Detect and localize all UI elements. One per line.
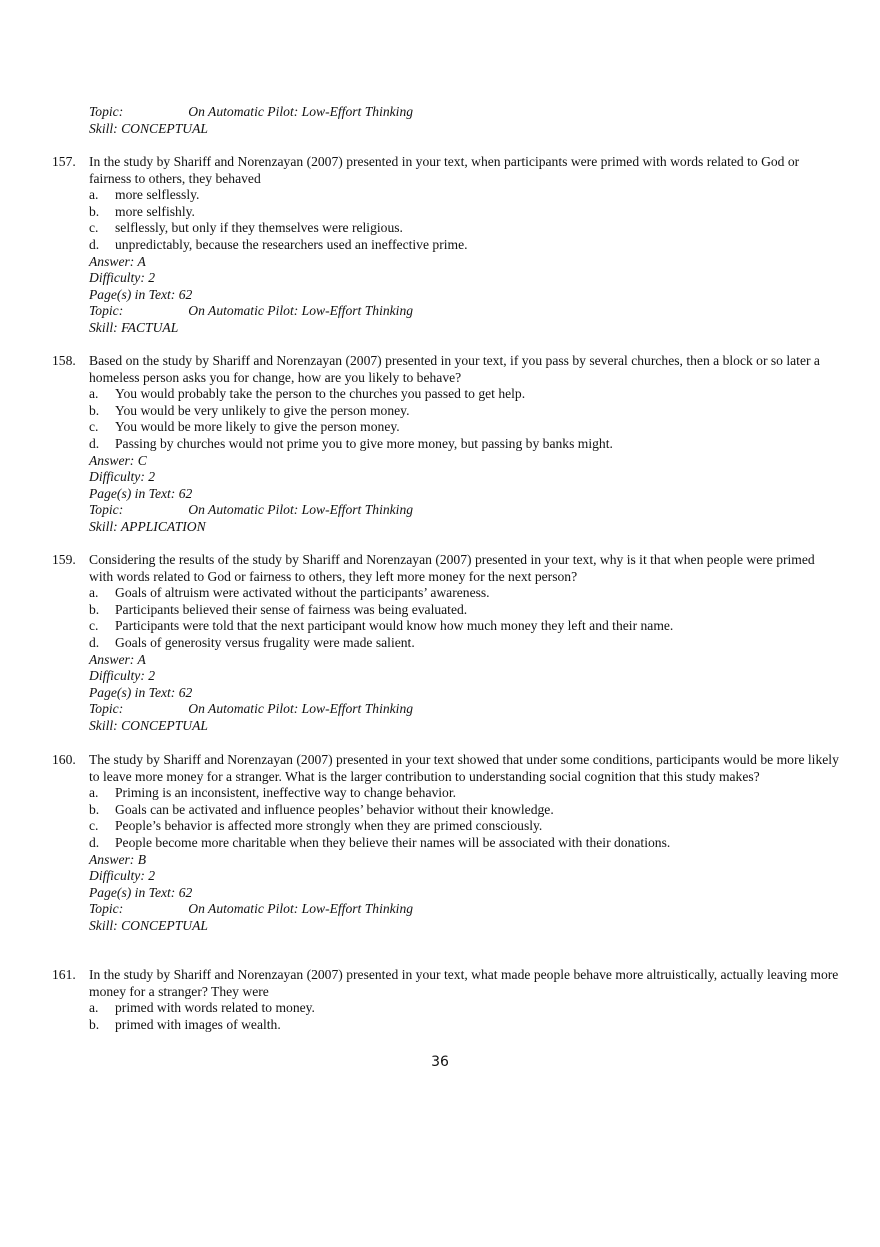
options-list [89, 1000, 842, 1033]
topic-value: On Automatic Pilot: Low-Effort Thinking [188, 502, 414, 518]
option-text: You would be very unlikely to give the person money. [115, 402, 410, 418]
topic-value: On Automatic Pilot: Low-Effort Thinking [188, 104, 414, 119]
pages: Page(s) in Text: 62 [89, 485, 193, 501]
topic-line [89, 502, 842, 519]
difficulty: Difficulty: 2 [89, 469, 156, 485]
question-160 [52, 752, 842, 935]
option [89, 602, 842, 619]
option-letter: c. [89, 419, 99, 435]
pages: Page(s) in Text: 62 [89, 286, 193, 302]
topic-line [89, 701, 842, 718]
question-text: Considering the results of the study by Shariff and Norenzayan (2007) presented in your text, why is it that when people were primed with words related to God or fairness to others, they left more money for the next person? [89, 552, 815, 584]
option-text: more selflessly. [115, 187, 200, 203]
question-meta [89, 453, 842, 536]
option-letter: d. [89, 236, 100, 252]
option [89, 802, 842, 819]
skill: Skill: FACTUAL [89, 319, 179, 335]
page-number: 36 [431, 1054, 449, 1070]
question-158 [52, 353, 842, 536]
option-text: Goals of altruism were activated without the participants’ awareness. [115, 585, 490, 601]
option-text: You would be more likely to give the person money. [115, 419, 400, 435]
skill: Skill: CONCEPTUAL [89, 917, 208, 933]
option [89, 237, 842, 254]
answer: Answer: C [89, 452, 147, 468]
option [89, 220, 842, 237]
option [89, 403, 842, 420]
option-letter: a. [89, 585, 99, 601]
answer: Answer: A [89, 651, 146, 667]
previous-question-meta [89, 104, 413, 137]
option-text: primed with words related to money. [115, 1000, 315, 1016]
option [89, 785, 842, 802]
question-number: 158. [52, 353, 76, 368]
option-letter: a. [89, 1000, 99, 1016]
option [89, 618, 842, 635]
option [89, 1017, 842, 1034]
option-text: selflessly, but only if they themselves were religious. [115, 220, 403, 236]
topic-value: On Automatic Pilot: Low-Effort Thinking [188, 303, 414, 319]
pages: Page(s) in Text: 62 [89, 884, 193, 900]
option-letter: b. [89, 402, 100, 418]
option [89, 585, 842, 602]
options-list [89, 187, 842, 253]
option-letter: c. [89, 818, 99, 834]
topic-line [89, 104, 413, 121]
option-text: Participants believed their sense of fairness was being evaluated. [115, 601, 468, 617]
options-list [89, 785, 842, 851]
option [89, 386, 842, 403]
option-text: primed with images of wealth. [115, 1016, 281, 1032]
option-text: Participants were told that the next participant would know how much money they left and their name. [115, 618, 674, 634]
option-letter: a. [89, 386, 99, 402]
question-meta [89, 652, 842, 735]
question-number: 161. [52, 967, 76, 982]
answer: Answer: B [89, 851, 147, 867]
question-number: 160. [52, 752, 76, 767]
question-157 [52, 154, 842, 337]
option-letter: b. [89, 203, 100, 219]
option-text: Passing by churches would not prime you to give more money, but passing by banks might. [115, 435, 613, 451]
question-number: 157. [52, 154, 76, 169]
topic-value: On Automatic Pilot: Low-Effort Thinking [188, 901, 414, 917]
option-letter: b. [89, 801, 100, 817]
option [89, 1000, 842, 1017]
option-letter: d. [89, 834, 100, 850]
skill-line: Skill: CONCEPTUAL [89, 120, 208, 136]
option-text: more selfishly. [115, 203, 195, 219]
topic-label: Topic: [89, 502, 124, 518]
option-letter: c. [89, 220, 99, 236]
skill: Skill: CONCEPTUAL [89, 717, 208, 733]
option-letter: a. [89, 187, 99, 203]
options-list [89, 585, 842, 651]
option-letter: b. [89, 601, 100, 617]
option-letter: a. [89, 785, 99, 801]
option-letter: d. [89, 435, 100, 451]
skill: Skill: APPLICATION [89, 518, 206, 534]
topic-label: Topic: [89, 901, 124, 917]
topic-line [89, 303, 842, 320]
difficulty: Difficulty: 2 [89, 868, 156, 884]
question-159 [52, 552, 842, 735]
topic-value: On Automatic Pilot: Low-Effort Thinking [188, 701, 414, 717]
question-text: The study by Shariff and Norenzayan (2007) presented in your text showed that under some conditions, participants would be more likely to leave more money for a stranger. What is the larger contribution to understanding social cognition that this study makes? [89, 752, 839, 784]
option [89, 835, 842, 852]
option [89, 419, 842, 436]
question-text: In the study by Shariff and Norenzayan (2007) presented in your text, what made people behave more altruistically, actually leaving more money for a stranger? They were [89, 967, 839, 999]
option [89, 635, 842, 652]
topic-line [89, 901, 842, 918]
option-letter: d. [89, 634, 100, 650]
question-number: 159. [52, 552, 76, 567]
option [89, 436, 842, 453]
question-161 [52, 967, 842, 1033]
question-text: Based on the study by Shariff and Norenzayan (2007) presented in your text, if you pass by several churches, then a block or so later a homeless person asks you for change, how are you likely to behave? [89, 353, 820, 385]
question-meta [89, 852, 842, 935]
answer: Answer: A [89, 253, 146, 269]
option-letter: c. [89, 618, 99, 634]
pages: Page(s) in Text: 62 [89, 684, 193, 700]
option-text: unpredictably, because the researchers used an ineffective prime. [115, 236, 468, 252]
question-meta [89, 254, 842, 337]
options-list [89, 386, 842, 452]
option-text: Priming is an inconsistent, ineffective way to change behavior. [115, 785, 457, 801]
option-text: Goals can be activated and influence peoples’ behavior without their knowledge. [115, 801, 554, 817]
option-text: Goals of generosity versus frugality were made salient. [115, 634, 415, 650]
question-text: In the study by Shariff and Norenzayan (2007) presented in your text, when participants were primed with words related to God or fairness to others, they behaved [89, 154, 800, 186]
topic-label: Topic: [89, 104, 124, 119]
topic-label: Topic: [89, 303, 124, 319]
option [89, 204, 842, 221]
topic-label: Topic: [89, 701, 124, 717]
difficulty: Difficulty: 2 [89, 668, 156, 684]
option-text: You would probably take the person to the churches you passed to get help. [115, 386, 526, 402]
option [89, 187, 842, 204]
option-text: People’s behavior is affected more strongly when they are primed consciously. [115, 818, 543, 834]
option [89, 818, 842, 835]
option-text: People become more charitable when they believe their names will be associated with their donations. [115, 834, 671, 850]
option-letter: b. [89, 1016, 100, 1032]
difficulty: Difficulty: 2 [89, 270, 156, 286]
